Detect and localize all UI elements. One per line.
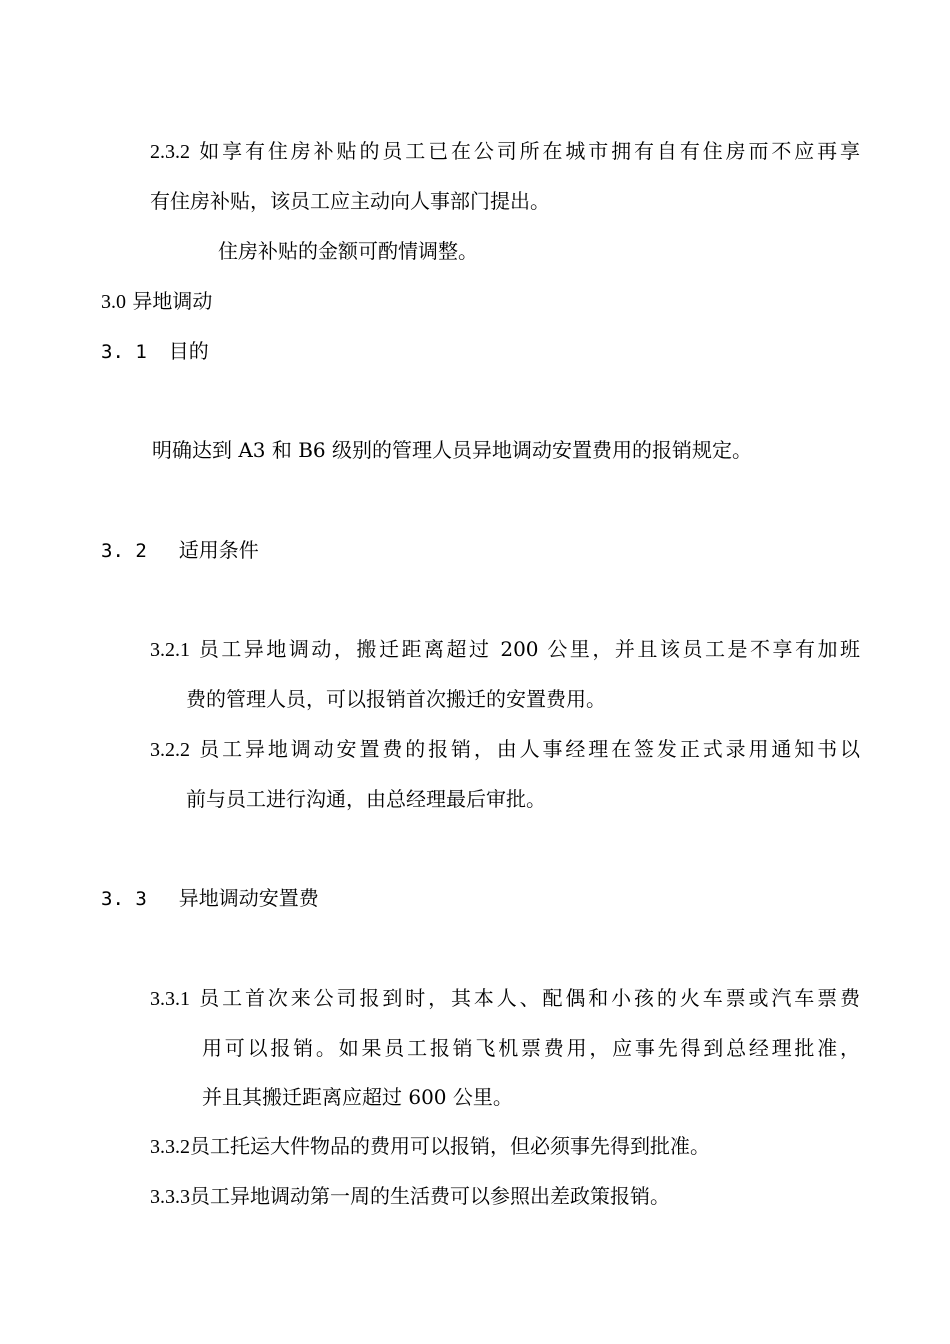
- section-number: 3.3.1: [150, 988, 190, 1010]
- heading-3-0: [101, 287, 212, 316]
- para-2-3-2-line-2: 有住房补贴，该员工应主动向人事部门提出。: [150, 189, 550, 213]
- section-number: 3.3.3: [150, 1186, 190, 1208]
- section-number: 3.2.1: [150, 639, 190, 661]
- para-housing-note: 住房补贴的金额可酌情调整。: [218, 239, 478, 263]
- heading-title: 目的: [168, 339, 209, 363]
- para-3-1-purpose: 明确达到 A3 和 B6 级别的管理人员异地调动安置费用的报销规定。: [152, 438, 753, 462]
- heading-title: 异地调动: [132, 289, 213, 313]
- para-3-3-1-line-3: 并且其搬迁距离应超过 600 公里。: [202, 1085, 513, 1109]
- section-number: 3.3.2: [150, 1136, 190, 1158]
- para-text: 员工异地调动第一周的生活费可以参照出差政策报销。: [190, 1184, 670, 1208]
- para-text: 员工异地调动安置费的报销，由人事经理在签发正式录用通知书以: [199, 737, 861, 761]
- heading-title: 适用条件: [178, 538, 259, 562]
- para-3-2-2-line-1: [150, 735, 860, 764]
- section-number: 3. 3: [101, 888, 147, 910]
- section-number: 3.0: [101, 291, 126, 313]
- section-number: 3.2.2: [150, 739, 190, 761]
- para-2-3-2-line-1: [150, 137, 860, 166]
- para-3-3-3: [150, 1182, 670, 1211]
- para-text: 员工首次来公司报到时，其本人、配偶和小孩的火车票或汽车票费: [199, 986, 861, 1010]
- para-3-2-2-line-2: 前与员工进行沟通，由总经理最后审批。: [186, 787, 546, 811]
- heading-3-1: [101, 337, 209, 366]
- para-text: 员工异地调动，搬迁距离超过 200 公里，并且该员工是不享有加班: [198, 637, 861, 661]
- section-number: 3. 1: [101, 341, 147, 363]
- para-3-3-1-line-1: [150, 984, 860, 1013]
- heading-title: 异地调动安置费: [178, 886, 319, 910]
- para-3-3-1-line-2: 用可以报销。如果员工报销飞机票费用，应事先得到总经理批准，: [202, 1036, 860, 1060]
- para-text: 如享有住房补贴的员工已在公司所在城市拥有自有住房而不应再享: [199, 139, 861, 163]
- heading-3-2: [101, 536, 259, 565]
- section-number: 2.3.2: [150, 141, 190, 163]
- para-3-2-1-line-2: 费的管理人员，可以报销首次搬迁的安置费用。: [186, 687, 606, 711]
- heading-3-3: [101, 884, 319, 913]
- para-3-3-2: [150, 1132, 710, 1161]
- para-text: 员工托运大件物品的费用可以报销，但必须事先得到批准。: [190, 1134, 710, 1158]
- para-3-2-1-line-1: [150, 635, 860, 664]
- section-number: 3. 2: [101, 540, 147, 562]
